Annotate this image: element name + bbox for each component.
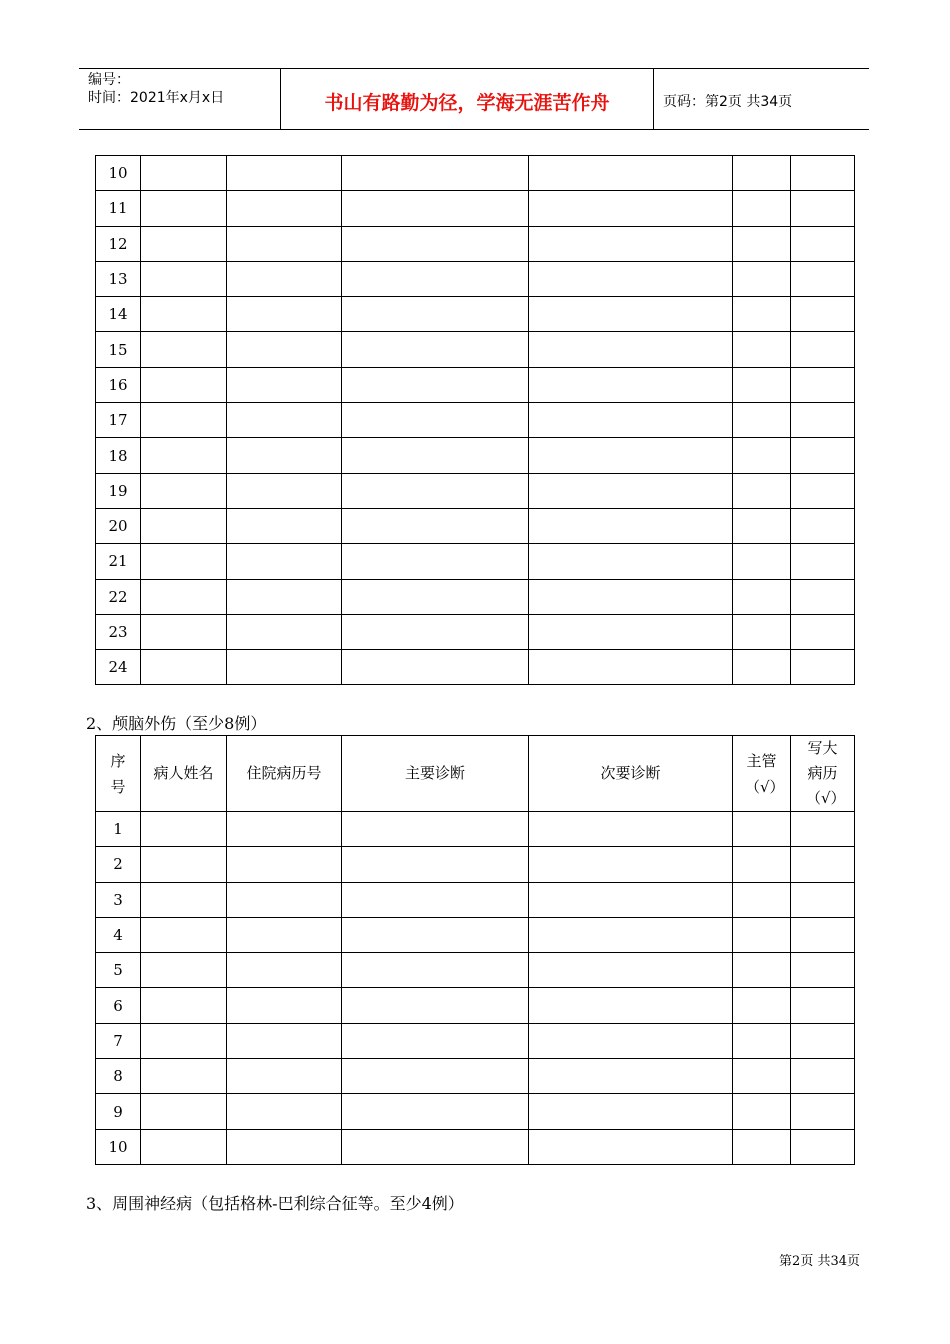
- table-row: [96, 1059, 855, 1094]
- row-serial: 15: [96, 332, 141, 367]
- table-cell[interactable]: [791, 297, 855, 332]
- table-cell[interactable]: [342, 1129, 529, 1164]
- table-cell[interactable]: [733, 847, 791, 882]
- table-cell[interactable]: [342, 473, 529, 508]
- table-row: [96, 367, 855, 402]
- table-cell[interactable]: [141, 191, 227, 226]
- table-cell[interactable]: [733, 579, 791, 614]
- table-cell[interactable]: [733, 508, 791, 543]
- table-cell[interactable]: [227, 917, 342, 952]
- table-cell[interactable]: [733, 917, 791, 952]
- table-cell[interactable]: [791, 812, 855, 847]
- table-cell[interactable]: [141, 1129, 227, 1164]
- table-cell[interactable]: [733, 191, 791, 226]
- row-serial: 13: [96, 261, 141, 296]
- row-serial: 10: [96, 156, 141, 191]
- table-cell[interactable]: [342, 1023, 529, 1058]
- table-cell[interactable]: [141, 1094, 227, 1129]
- table-row: [96, 579, 855, 614]
- table-cell[interactable]: [529, 403, 733, 438]
- table-cell[interactable]: [342, 226, 529, 261]
- table-cell[interactable]: [342, 367, 529, 402]
- row-serial: 5: [96, 953, 141, 988]
- col-header-record-no: 住院病历号: [227, 736, 342, 812]
- table-cell[interactable]: [529, 297, 733, 332]
- table-row: [96, 650, 855, 685]
- table-row: [96, 882, 855, 917]
- table-cell[interactable]: [342, 650, 529, 685]
- row-serial: 22: [96, 579, 141, 614]
- table-row: [96, 508, 855, 543]
- table-row: [96, 614, 855, 649]
- table-cell[interactable]: [791, 508, 855, 543]
- table-cell[interactable]: [342, 261, 529, 296]
- row-serial: 20: [96, 508, 141, 543]
- table-cell[interactable]: [227, 332, 342, 367]
- table-cell[interactable]: [342, 1059, 529, 1094]
- table-cell[interactable]: [529, 650, 733, 685]
- table-cell[interactable]: [141, 367, 227, 402]
- table-row: [96, 812, 855, 847]
- table-cell[interactable]: [141, 882, 227, 917]
- table-row: [96, 156, 855, 191]
- row-serial: 24: [96, 650, 141, 685]
- table-cell[interactable]: [529, 917, 733, 952]
- table-row: [96, 1023, 855, 1058]
- table-cell[interactable]: [791, 614, 855, 649]
- table-cell[interactable]: [141, 403, 227, 438]
- table-cell[interactable]: [733, 156, 791, 191]
- table-cell[interactable]: [529, 847, 733, 882]
- table-cell[interactable]: [227, 191, 342, 226]
- table-cell[interactable]: [529, 812, 733, 847]
- header-meta: [79, 69, 281, 129]
- table-cell[interactable]: [342, 882, 529, 917]
- table-cell[interactable]: [733, 882, 791, 917]
- col-header-secondary-dx: 次要诊断: [529, 736, 733, 812]
- table-cell[interactable]: [529, 156, 733, 191]
- row-serial: 7: [96, 1023, 141, 1058]
- table-cell[interactable]: [342, 438, 529, 473]
- table-cell[interactable]: [227, 367, 342, 402]
- table-cell[interactable]: [342, 988, 529, 1023]
- col-header-serial: 序号: [96, 736, 141, 812]
- table-cell[interactable]: [791, 847, 855, 882]
- table-cell[interactable]: [791, 917, 855, 952]
- table-cell[interactable]: [529, 1094, 733, 1129]
- table-cell[interactable]: [529, 1059, 733, 1094]
- table-cell[interactable]: [141, 438, 227, 473]
- table-row: [96, 847, 855, 882]
- table-cell[interactable]: [791, 1023, 855, 1058]
- table-row: [96, 953, 855, 988]
- row-serial: 6: [96, 988, 141, 1023]
- row-serial: 4: [96, 917, 141, 952]
- table-row: [96, 988, 855, 1023]
- col-header-name: 病人姓名: [141, 736, 227, 812]
- header-motto: 书山有路勤为径，学海无涯苦作舟: [281, 69, 654, 129]
- table-cell[interactable]: [733, 1023, 791, 1058]
- table-cell[interactable]: [342, 1094, 529, 1129]
- table-cell[interactable]: [227, 614, 342, 649]
- table-row: [96, 473, 855, 508]
- row-serial: 19: [96, 473, 141, 508]
- table-cell[interactable]: [791, 579, 855, 614]
- section2-title: 2、颅脑外伤（至少8例）: [86, 714, 267, 733]
- table-cell[interactable]: [733, 988, 791, 1023]
- table-cell[interactable]: [227, 1129, 342, 1164]
- col-header-full-record: 写大病历（√）: [791, 736, 855, 812]
- table-cell[interactable]: [227, 988, 342, 1023]
- table-cell[interactable]: [529, 953, 733, 988]
- table-cell[interactable]: [791, 544, 855, 579]
- table-cell[interactable]: [141, 650, 227, 685]
- table-cell[interactable]: [227, 403, 342, 438]
- table-cell[interactable]: [529, 1023, 733, 1058]
- row-serial: 11: [96, 191, 141, 226]
- page-footer: 第2页 共34页: [779, 1254, 860, 1269]
- table-cell[interactable]: [342, 508, 529, 543]
- table-row: [96, 226, 855, 261]
- table-cell[interactable]: [733, 1094, 791, 1129]
- table-cell[interactable]: [529, 473, 733, 508]
- table-cell[interactable]: [141, 988, 227, 1023]
- page-header: [79, 68, 869, 130]
- col-header-primary-dx: 主要诊断: [342, 736, 529, 812]
- row-serial: 14: [96, 297, 141, 332]
- table-cell[interactable]: [227, 650, 342, 685]
- table-cell[interactable]: [141, 1023, 227, 1058]
- table-cell[interactable]: [733, 438, 791, 473]
- table-cell[interactable]: [141, 953, 227, 988]
- table-cell[interactable]: [342, 812, 529, 847]
- row-serial: 9: [96, 1094, 141, 1129]
- table-cell[interactable]: [733, 544, 791, 579]
- table-row: [96, 917, 855, 952]
- table-cell[interactable]: [791, 473, 855, 508]
- table-cell[interactable]: [342, 297, 529, 332]
- row-serial: 1: [96, 812, 141, 847]
- table-cell[interactable]: [227, 812, 342, 847]
- time-label: 时间：2021年x月x日: [88, 90, 225, 106]
- table-row: [96, 191, 855, 226]
- table-cell[interactable]: [141, 579, 227, 614]
- table-cell[interactable]: [342, 614, 529, 649]
- table-cell[interactable]: [141, 544, 227, 579]
- header-page-label: 页码：第2页 共34页: [663, 94, 793, 110]
- table-cell[interactable]: [791, 882, 855, 917]
- table-cell[interactable]: [791, 261, 855, 296]
- table-cell[interactable]: [733, 812, 791, 847]
- table-cell[interactable]: [529, 1129, 733, 1164]
- table-cell[interactable]: [733, 367, 791, 402]
- table-cell[interactable]: [733, 403, 791, 438]
- table-row: [96, 403, 855, 438]
- table-cell[interactable]: [342, 332, 529, 367]
- table-cell[interactable]: [529, 882, 733, 917]
- table-cell[interactable]: [227, 473, 342, 508]
- table-cell[interactable]: [342, 191, 529, 226]
- table-cell[interactable]: [141, 917, 227, 952]
- table-section2: [95, 735, 855, 1165]
- table-section1-continued: [95, 155, 855, 685]
- table-cell[interactable]: [141, 1059, 227, 1094]
- table-row: [96, 544, 855, 579]
- table-cell[interactable]: [733, 297, 791, 332]
- table-row: [96, 297, 855, 332]
- table-cell[interactable]: [733, 261, 791, 296]
- table-cell[interactable]: [141, 812, 227, 847]
- table-cell[interactable]: [141, 847, 227, 882]
- table-cell[interactable]: [733, 1129, 791, 1164]
- table-cell[interactable]: [227, 508, 342, 543]
- table-cell[interactable]: [227, 953, 342, 988]
- table-cell[interactable]: [342, 403, 529, 438]
- table-cell[interactable]: [791, 156, 855, 191]
- table-cell[interactable]: [791, 438, 855, 473]
- table-row: [96, 438, 855, 473]
- table-row: [96, 1094, 855, 1129]
- table-cell[interactable]: [227, 226, 342, 261]
- row-serial: 16: [96, 367, 141, 402]
- table-cell[interactable]: [141, 332, 227, 367]
- table-cell[interactable]: [141, 508, 227, 543]
- table-cell[interactable]: [227, 297, 342, 332]
- table-row: [96, 261, 855, 296]
- table-row: [96, 332, 855, 367]
- table-cell[interactable]: [342, 953, 529, 988]
- table-cell[interactable]: [529, 544, 733, 579]
- table-cell[interactable]: [227, 1059, 342, 1094]
- col-header-in-charge: 主管（√）: [733, 736, 791, 812]
- table-cell[interactable]: [529, 191, 733, 226]
- table-cell[interactable]: [227, 579, 342, 614]
- row-serial: 10: [96, 1129, 141, 1164]
- table-cell[interactable]: [342, 847, 529, 882]
- table-cell[interactable]: [791, 226, 855, 261]
- table-cell[interactable]: [733, 953, 791, 988]
- table-cell[interactable]: [733, 332, 791, 367]
- table-cell[interactable]: [791, 367, 855, 402]
- table-cell[interactable]: [529, 261, 733, 296]
- table-row: [96, 1129, 855, 1164]
- table-cell[interactable]: [791, 1059, 855, 1094]
- table-cell[interactable]: [733, 473, 791, 508]
- section3-title: 3、周围神经病（包括格林-巴利综合征等。至少4例）: [86, 1194, 464, 1213]
- table-cell[interactable]: [733, 1059, 791, 1094]
- table-cell[interactable]: [529, 579, 733, 614]
- table-cell[interactable]: [227, 1023, 342, 1058]
- table-cell[interactable]: [529, 508, 733, 543]
- row-serial: 21: [96, 544, 141, 579]
- row-serial: 17: [96, 403, 141, 438]
- table-cell[interactable]: [342, 544, 529, 579]
- serial-label: 编号：: [88, 72, 130, 88]
- table-cell[interactable]: [791, 953, 855, 988]
- row-serial: 12: [96, 226, 141, 261]
- row-serial: 18: [96, 438, 141, 473]
- table-cell[interactable]: [141, 156, 227, 191]
- table-cell[interactable]: [342, 156, 529, 191]
- row-serial: 8: [96, 1059, 141, 1094]
- table-cell[interactable]: [791, 191, 855, 226]
- table-cell[interactable]: [733, 614, 791, 649]
- table-cell[interactable]: [227, 261, 342, 296]
- table-cell[interactable]: [227, 1094, 342, 1129]
- table-header-row: [96, 736, 855, 812]
- table-cell[interactable]: [791, 403, 855, 438]
- table-cell[interactable]: [227, 438, 342, 473]
- table-cell[interactable]: [141, 297, 227, 332]
- table-cell[interactable]: [791, 1129, 855, 1164]
- table-cell[interactable]: [342, 917, 529, 952]
- table-cell[interactable]: [529, 438, 733, 473]
- table-cell[interactable]: [141, 614, 227, 649]
- table-cell[interactable]: [529, 226, 733, 261]
- table-cell[interactable]: [141, 226, 227, 261]
- table-cell[interactable]: [791, 332, 855, 367]
- row-serial: 3: [96, 882, 141, 917]
- table-cell[interactable]: [733, 650, 791, 685]
- table-cell[interactable]: [227, 882, 342, 917]
- table-cell[interactable]: [791, 988, 855, 1023]
- table-cell[interactable]: [791, 1094, 855, 1129]
- table-cell[interactable]: [529, 614, 733, 649]
- table-cell[interactable]: [791, 650, 855, 685]
- table-cell[interactable]: [733, 226, 791, 261]
- row-serial: 2: [96, 847, 141, 882]
- table-cell[interactable]: [529, 367, 733, 402]
- row-serial: 23: [96, 614, 141, 649]
- table-cell[interactable]: [227, 156, 342, 191]
- table-cell[interactable]: [227, 847, 342, 882]
- table-cell[interactable]: [342, 579, 529, 614]
- table-cell[interactable]: [227, 544, 342, 579]
- table-cell[interactable]: [529, 332, 733, 367]
- table-cell[interactable]: [529, 988, 733, 1023]
- table-cell[interactable]: [141, 261, 227, 296]
- table-cell[interactable]: [141, 473, 227, 508]
